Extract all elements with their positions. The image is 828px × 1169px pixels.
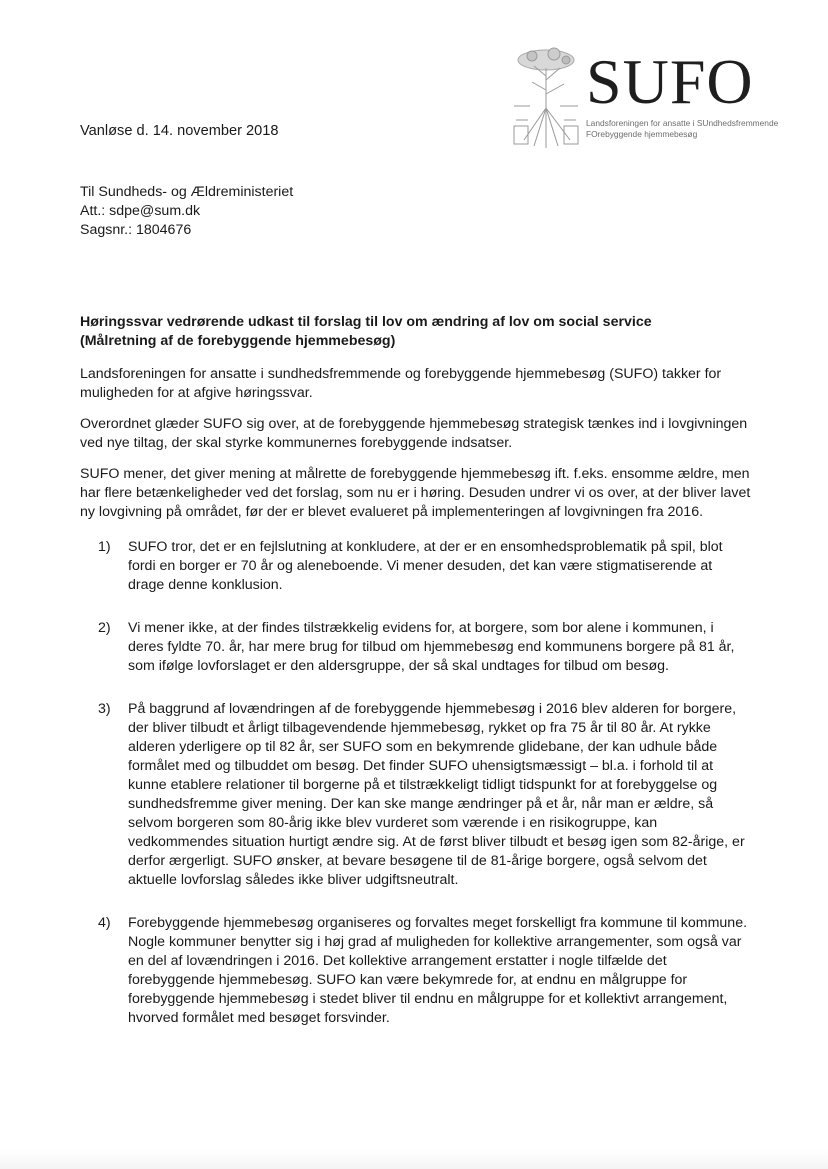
recipient-block [80,183,293,240]
logo-tagline-line2: FOrebyggende hjemmebesøg [586,129,698,139]
title-line1: Høringssvar vedrørende udkast til forslag til lov om ændring af lov om social service [80,314,652,330]
list-item [80,700,752,890]
list-item [80,619,752,676]
letter-body [80,313,752,1052]
logo-wordmark: SUFO [586,46,754,117]
paragraph: Overordnet glæder SUFO sig over, at de forebyggende hjemmebesøg strategisk tænkes ind i lovgivningen ved nye tiltag, der skal styrke kommunernes forebyggende indsatser. [80,416,748,451]
list-text: Forebyggende hjemmebesøg organiseres og forvaltes meget forskelligt fra kommune til kommune. Nogle kommuner benytter sig i høj grad af muligheden for kollektive arrangementer, som også var en del af lovændringen i 2016. Det kollektive arrangement erstatter i nogle tilfælde det forebyggende hjemmebesøg. SUFO kan være bekymrede for, at endnu en målgruppe for forebyggende hjemmebesøg i stedet bliver til endnu en målgruppe for et kollektivt arrangement, hvorved formålet med besøget forsvinder. [128,915,748,1026]
list-item [80,538,752,595]
tree-logo-icon [510,46,582,150]
letter-date: Vanløse d. 14. november 2018 [80,123,279,139]
concerns-list [80,538,752,1028]
list-text: På baggrund af lovændringen af de forebyggende hjemmebesøg i 2016 blev alderen for borgere, der bliver tilbudt et årligt tilbagevendende hjemmebesøg, rykket op fra 75 år til 80 år. At rykke alderen yderligere op til 82 år, ser SUFO som en bekymrende glidebane, der kan udhule både formålet med og tilbuddet om besøg. Det finder SUFO uhensigtsmæssigt – bl.a. i forhold til at kunne etablere relationer til borgerne på et tilstrækkeligt tidligt tidspunkt for at forebyggelse og sundhedsfremme giver mening. Der kan ske mange ændringer på et år, når man er ældre, så selvom borgeren som 80-årig ikke blev vurderet som værende i en risikogruppe, kan vedkommendes situation hurtigt ændre sig. At de først bliver tilbudt et besøg igen som 82-årige, er derfor ærgerligt. SUFO ønsker, at bevare besøgene til de 81-årige borgere, også selvom det aktuelle lovforslag således ikke bliver udgiftsneutralt. [128,701,745,888]
list-number: 4) [98,915,111,931]
scan-edge-shade [0,1150,828,1169]
list-number: 3) [98,701,111,717]
list-text: SUFO tror, det er en fejlslutning at konkludere, at der er en ensomhedsproblematik på spil, blot fordi en borger er 70 år og aleneboende. Vi mener desuden, det kan være stigmatiserende at drage denne konklusion. [128,539,723,593]
logo-tagline-line1: Landsforeningen for ansatte i SUndhedsfremmende [586,118,779,128]
sufo-logo [510,46,780,154]
paragraph: Landsforeningen for ansatte i sundhedsfremmende og forebyggende hjemmebesøg (SUFO) takker for muligheden for at afgive høringssvar. [80,366,722,401]
recipient-case-number: Sagsnr.: 1804676 [80,222,192,238]
recipient-name: Til Sundheds- og Ældreministeriet [80,184,294,200]
logo-tagline [586,118,786,140]
list-number: 2) [98,620,111,636]
list-number: 1) [98,539,111,555]
title-line2: (Målretning af de forebyggende hjemmebesøg) [80,333,396,349]
recipient-attention: Att.: sdpe@sum.dk [80,203,201,219]
list-item [80,914,752,1028]
paragraph: SUFO mener, det giver mening at målrette de forebyggende hjemmebesøg ift. f.eks. ensomme ældre, men har flere betænkeligheder ved det forslag, som nu er i høring. Desuden undrer vi os over, at der bliver lavet ny lovgivning på området, før der er blevet evalueret på implementeringen af lovgivningen fra 2016. [80,466,751,520]
letter-title [80,313,752,351]
list-text: Vi mener ikke, at der findes tilstrækkelig evidens for, at borgere, som bor alene i kommunen, i deres fyldte 70. år, har mere brug for tilbud om hjemmebesøg end kommunens borgere på 81 år, som ifølge lovforslaget er den aldersgruppe, der så skal undtages for tilbud om besøg. [128,620,735,674]
